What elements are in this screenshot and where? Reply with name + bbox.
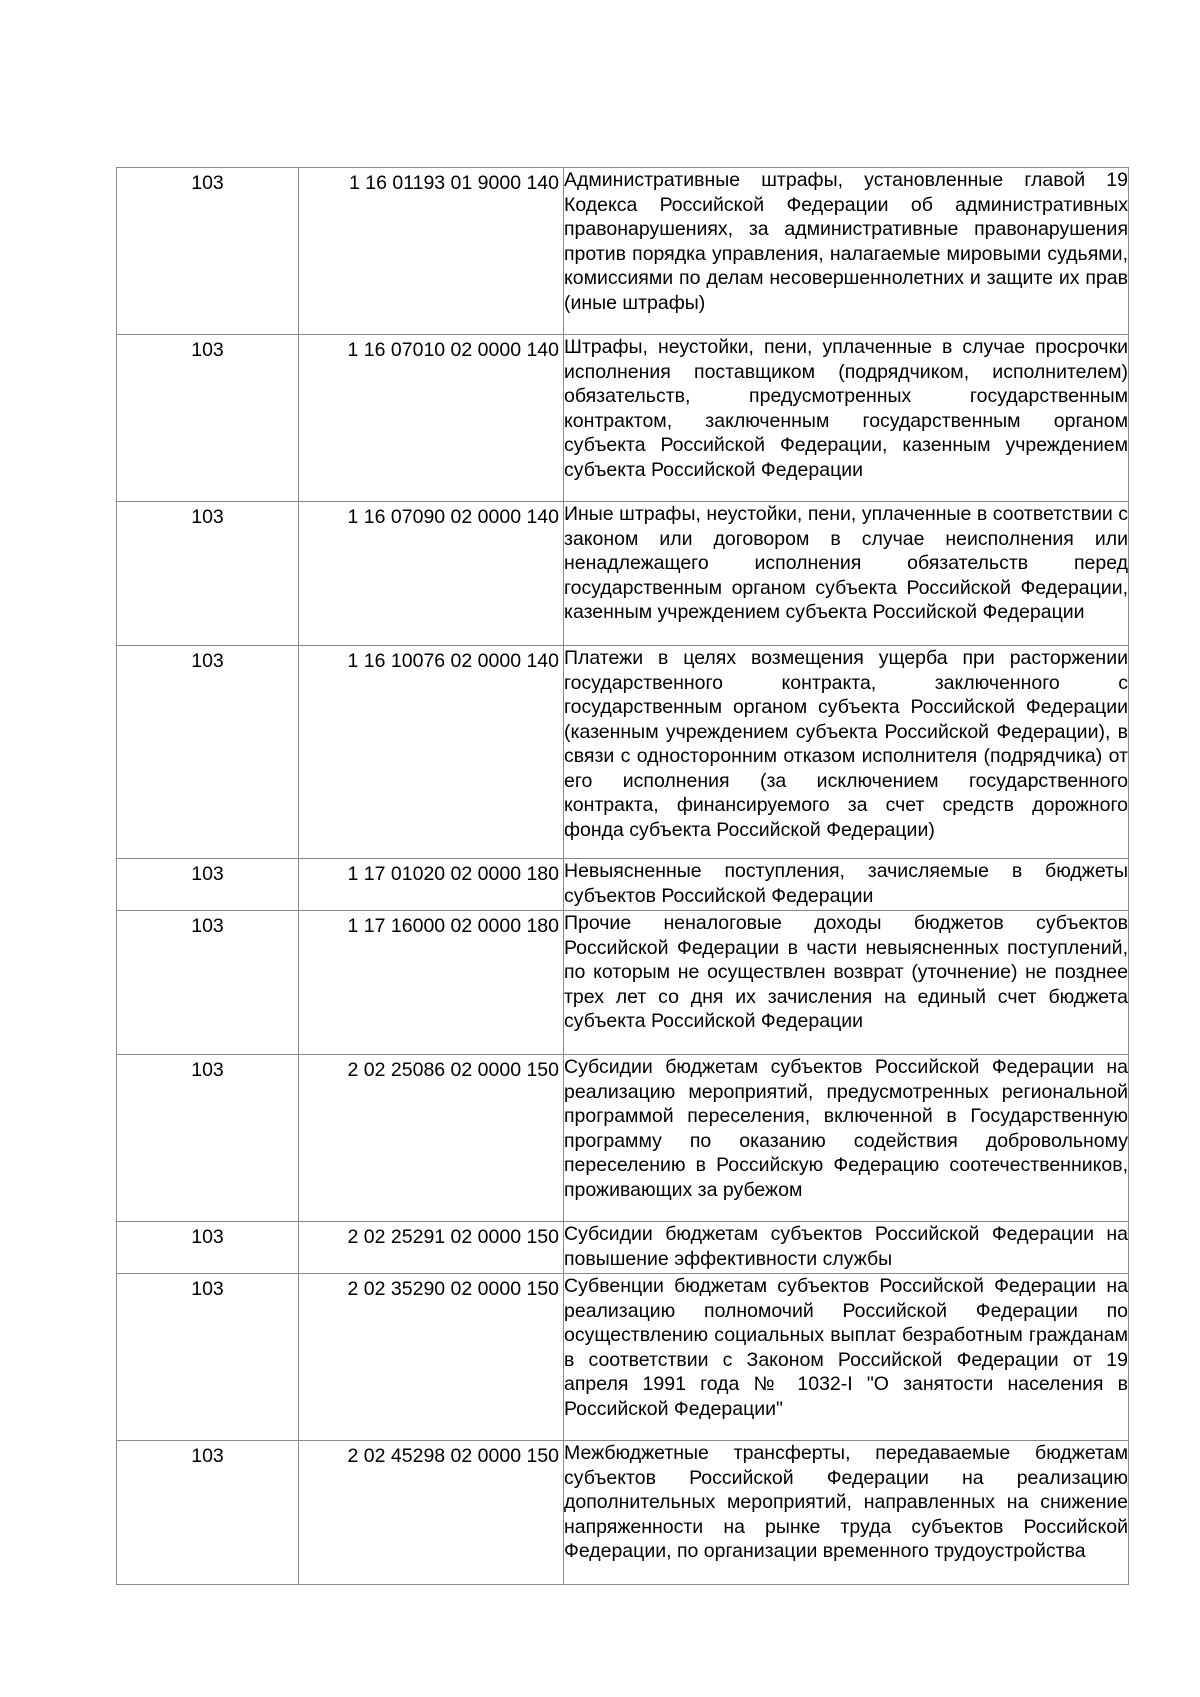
budget-code-cell: 2 02 25291 02 0000 150 [299, 1222, 564, 1274]
table-row [117, 335, 1129, 502]
description-cell: Межбюджетные трансферты, передаваемые бюджетам субъектов Российской Федерации на реализацию дополнительных мероприятий, направленных на снижение напряженности на рынке труда субъектов Российской Федерации, по организации временного трудоустройства [564, 1441, 1129, 1585]
budget-code-cell: 1 16 07090 02 0000 140 [299, 502, 564, 646]
admin-code-cell: 103 [117, 911, 299, 1055]
budget-code-cell: 2 02 35290 02 0000 150 [299, 1274, 564, 1441]
admin-code-cell: 103 [117, 335, 299, 502]
description-cell: Прочие неналоговые доходы бюджетов субъектов Российской Федерации в части невыясненных поступлений, по которым не осуществлен возврат (уточнение) не позднее трех лет со дня их зачисления на единый счет бюджета субъекта Российской Федерации [564, 911, 1129, 1055]
table-row [117, 168, 1129, 335]
admin-code-cell: 103 [117, 502, 299, 646]
budget-code-cell: 2 02 25086 02 0000 150 [299, 1055, 564, 1222]
admin-code-cell: 103 [117, 1055, 299, 1222]
admin-code-cell: 103 [117, 1274, 299, 1441]
description-cell: Иные штрафы, неустойки, пени, уплаченные в соответствии с законом или договором в случае неисполнения или ненадлежащего исполнения обязательств перед государственным органом субъекта Российской Федерации, казенным учреждением субъекта Российской Федерации [564, 502, 1129, 646]
description-cell: Субсидии бюджетам субъектов Российской Федерации на повышение эффективности службы [564, 1222, 1129, 1274]
table-row [117, 859, 1129, 911]
revenue-codes-table [116, 167, 1129, 1585]
admin-code-cell: 103 [117, 168, 299, 335]
table-row [117, 1441, 1129, 1585]
description-cell: Штрафы, неустойки, пени, уплаченные в случае просрочки исполнения поставщиком (подрядчиком, исполнителем) обязательств, предусмотренных государственным контрактом, заключенным государственным органом субъекта Российской Федерации, казенным учреждением субъекта Российской Федерации [564, 335, 1129, 502]
table-row [117, 911, 1129, 1055]
budget-code-cell: 2 02 45298 02 0000 150 [299, 1441, 564, 1585]
description-cell: Административные штрафы, установленные главой 19 Кодекса Российской Федерации об административных правонарушениях, за административные правонарушения против порядка управления, налагаемые мировыми судьями, комиссиями по делам несовершеннолетних и защите их прав (иные штрафы) [564, 168, 1129, 335]
budget-code-cell: 1 16 10076 02 0000 140 [299, 646, 564, 859]
budget-code-cell: 1 16 01193 01 9000 140 [299, 168, 564, 335]
table-row [117, 1222, 1129, 1274]
table-row [117, 1274, 1129, 1441]
admin-code-cell: 103 [117, 1222, 299, 1274]
table-row [117, 646, 1129, 859]
description-cell: Субсидии бюджетам субъектов Российской Федерации на реализацию мероприятий, предусмотренных региональной программой переселения, включенной в Государственную программу по оказанию содействия добровольному переселению в Российскую Федерацию соотечественников, проживающих за рубежом [564, 1055, 1129, 1222]
table-row [117, 502, 1129, 646]
admin-code-cell: 103 [117, 859, 299, 911]
admin-code-cell: 103 [117, 1441, 299, 1585]
table-row [117, 1055, 1129, 1222]
description-cell: Субвенции бюджетам субъектов Российской Федерации на реализацию полномочий Российской Федерации по осуществлению социальных выплат безработным гражданам в соответствии с Законом Российской Федерации от 19 апреля 1991 года № 1032-I "О занятости населения в Российской Федерации" [564, 1274, 1129, 1441]
budget-code-cell: 1 17 01020 02 0000 180 [299, 859, 564, 911]
description-cell: Платежи в целях возмещения ущерба при расторжении государственного контракта, заключенного с государственным органом субъекта Российской Федерации (казенным учреждением субъекта Российской Федерации), в связи с односторонним отказом исполнителя (подрядчика) от его исполнения (за исключением государственного контракта, финансируемого за счет средств дорожного фонда субъекта Российской Федерации) [564, 646, 1129, 859]
description-cell: Невыясненные поступления, зачисляемые в бюджеты субъектов Российской Федерации [564, 859, 1129, 911]
budget-code-cell: 1 16 07010 02 0000 140 [299, 335, 564, 502]
admin-code-cell: 103 [117, 646, 299, 859]
budget-code-cell: 1 17 16000 02 0000 180 [299, 911, 564, 1055]
